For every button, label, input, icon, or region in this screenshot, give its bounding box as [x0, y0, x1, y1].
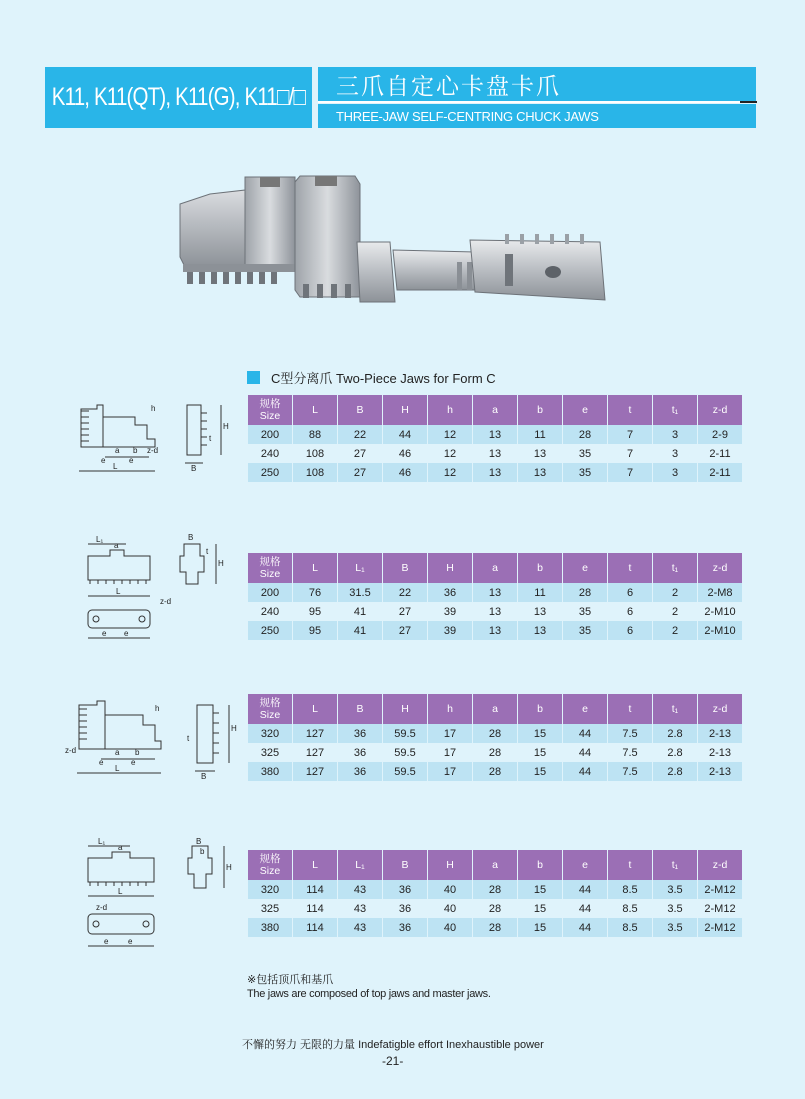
table-cell: 39: [428, 602, 472, 621]
table-cell: 13: [473, 602, 517, 621]
table-cell: 108: [293, 444, 337, 463]
table-row: [248, 762, 742, 781]
table-cell: 12: [428, 444, 472, 463]
dim-t-1: t: [209, 434, 212, 443]
drawing-jaw-2: [80, 532, 240, 647]
table-cell: 11: [518, 583, 562, 602]
col-header: z-d: [698, 694, 742, 724]
dim-zd-3: z-d: [65, 746, 77, 755]
dim-b-4: b: [200, 847, 205, 856]
table-cell: 6: [608, 602, 652, 621]
table-cell: 2-9: [698, 425, 742, 444]
table-cell: 28: [563, 583, 607, 602]
table-cell: 31.5: [338, 583, 382, 602]
col-header: a: [473, 694, 517, 724]
col-header: L₁: [338, 850, 382, 880]
dim-B-4: B: [196, 838, 202, 846]
table-cell: 2-M10: [698, 602, 742, 621]
dim-t-3: t: [187, 734, 190, 743]
cell-size: 325: [248, 899, 292, 918]
table-cell: 43: [338, 918, 382, 937]
col-header: H: [428, 850, 472, 880]
dim-H-4: H: [226, 863, 232, 872]
table-cell: 7.5: [608, 743, 652, 762]
table-cell: 7: [608, 444, 652, 463]
dim-H-3: H: [231, 724, 237, 733]
drawing-jaw-4: [82, 838, 242, 953]
header-divider: [318, 101, 756, 103]
col-header: B: [383, 553, 427, 583]
table-cell: 44: [563, 724, 607, 743]
table-cell: 44: [563, 762, 607, 781]
table-cell: 7.5: [608, 724, 652, 743]
dim-a-2: a: [114, 541, 119, 550]
col-header: b: [518, 395, 562, 425]
dim-t-2: t: [206, 547, 209, 556]
table-cell: 22: [338, 425, 382, 444]
col-header: t: [608, 395, 652, 425]
table-cell: 27: [383, 602, 427, 621]
cell-size: 200: [248, 583, 292, 602]
table-cell: 95: [293, 621, 337, 640]
cell-size: 250: [248, 621, 292, 640]
col-header: B: [338, 395, 382, 425]
table-cell: 17: [428, 724, 472, 743]
table-cell: 36: [338, 762, 382, 781]
title-en: THREE-JAW SELF-CENTRING CHUCK JAWS: [318, 104, 756, 128]
table-cell: 2-M10: [698, 621, 742, 640]
table-cell: 27: [338, 463, 382, 482]
col-header: e: [563, 694, 607, 724]
dim-L-2: L: [116, 587, 121, 596]
table-cell: 35: [563, 602, 607, 621]
table-cell: 35: [563, 621, 607, 640]
table-cell: 2.8: [653, 724, 697, 743]
col-header: t₁: [653, 395, 697, 425]
cell-size: 380: [248, 762, 292, 781]
table-cell: 43: [338, 880, 382, 899]
table-cell: 44: [383, 425, 427, 444]
table-cell: 28: [473, 880, 517, 899]
dim-h-3: h: [155, 704, 160, 713]
col-header: t₁: [653, 694, 697, 724]
table-cell: 12: [428, 463, 472, 482]
table-cell: 7: [608, 425, 652, 444]
table-row: [248, 724, 742, 743]
col-size: 规格 Size: [248, 694, 292, 724]
table-cell: 28: [473, 743, 517, 762]
table-cell: 28: [473, 724, 517, 743]
col-header: B: [383, 850, 427, 880]
dim-zd-4: z-d: [96, 903, 108, 912]
table-row: [248, 602, 742, 621]
table-cell: 108: [293, 463, 337, 482]
table-cell: 127: [293, 724, 337, 743]
dim-b-1: b: [133, 446, 138, 455]
drawing-jaw-3: [65, 697, 240, 782]
table-cell: 8.5: [608, 880, 652, 899]
col-header: H: [383, 694, 427, 724]
col-header: z-d: [698, 850, 742, 880]
title-cn: 三爪自定心卡盘卡爪: [318, 67, 756, 101]
table-cell: 114: [293, 918, 337, 937]
table-cell: 2-M8: [698, 583, 742, 602]
header-divider-tick: [740, 101, 757, 103]
table-cell: 95: [293, 602, 337, 621]
table-cell: 3: [653, 463, 697, 482]
section-title: [247, 368, 496, 387]
table-cell: 13: [518, 621, 562, 640]
dim-b-3: b: [135, 748, 140, 757]
dim-L-4: L: [118, 887, 123, 896]
dim-e-3b: e: [131, 758, 136, 767]
cell-size: 240: [248, 444, 292, 463]
table-cell: 2-13: [698, 724, 742, 743]
dim-e-1a: e: [101, 456, 106, 465]
table-cell: 46: [383, 463, 427, 482]
table-cell: 44: [563, 743, 607, 762]
col-header: e: [563, 553, 607, 583]
table-cell: 15: [518, 918, 562, 937]
footer-slogan: 不懈的努力 无限的力量 Indefatigble effort Inexhaustible power: [242, 1039, 544, 1051]
col-size: 规格 Size: [248, 553, 292, 583]
table-cell: 2: [653, 621, 697, 640]
table-cell: 13: [473, 583, 517, 602]
col-header: b: [518, 694, 562, 724]
table-cell: 2: [653, 602, 697, 621]
col-header: b: [518, 553, 562, 583]
col-header: a: [473, 850, 517, 880]
dim-zd-1: z-d: [147, 446, 159, 455]
note-cn: ※包括顶爪和基爪: [247, 974, 334, 986]
table-cell: 40: [428, 899, 472, 918]
drawing-jaw-1: [75, 399, 233, 479]
col-header: L: [293, 850, 337, 880]
table-row: [248, 899, 742, 918]
col-header: H: [383, 395, 427, 425]
dim-a-4: a: [118, 843, 123, 852]
table-cell: 2.8: [653, 743, 697, 762]
table-cell: 59.5: [383, 743, 427, 762]
col-header: h: [428, 694, 472, 724]
table-cell: 13: [473, 425, 517, 444]
table-cell: 35: [563, 444, 607, 463]
table-cell: 15: [518, 743, 562, 762]
table-cell: 2-M12: [698, 918, 742, 937]
dim-e-2b: e: [124, 629, 129, 638]
table-cell: 43: [338, 899, 382, 918]
col-header: h: [428, 395, 472, 425]
table-cell: 35: [563, 463, 607, 482]
dim-h-1: h: [151, 404, 156, 413]
cell-size: 320: [248, 724, 292, 743]
dim-e-4a: e: [104, 937, 109, 946]
table-row: [248, 880, 742, 899]
table-cell: 22: [383, 583, 427, 602]
dim-H-1: H: [223, 422, 229, 431]
table-cell: 36: [383, 918, 427, 937]
section-title-text: C型分离爪 Two-Piece Jaws for Form C: [271, 371, 496, 386]
col-header: L: [293, 553, 337, 583]
dim-a-1: a: [115, 446, 120, 455]
dim-e-1b: e: [129, 456, 134, 465]
table-cell: 7.5: [608, 762, 652, 781]
table-cell: 40: [428, 880, 472, 899]
table-cell: 88: [293, 425, 337, 444]
table-cell: 28: [473, 899, 517, 918]
table-cell: 36: [338, 724, 382, 743]
table-cell: 36: [338, 743, 382, 762]
table-cell: 2-11: [698, 444, 742, 463]
table-cell: 27: [383, 621, 427, 640]
table-cell: 7: [608, 463, 652, 482]
table-cell: 13: [518, 444, 562, 463]
table-row: [248, 425, 742, 444]
col-header: a: [473, 553, 517, 583]
cell-size: 200: [248, 425, 292, 444]
dim-B-2: B: [188, 533, 194, 542]
table-cell: 13: [518, 602, 562, 621]
table-cell: 15: [518, 724, 562, 743]
table-row: [248, 621, 742, 640]
cell-size: 380: [248, 918, 292, 937]
table-cell: 46: [383, 444, 427, 463]
table-row: [248, 743, 742, 762]
table-cell: 3.5: [653, 880, 697, 899]
col-header: t: [608, 850, 652, 880]
table-cell: 17: [428, 743, 472, 762]
col-header: e: [563, 395, 607, 425]
page-number: -21-: [382, 1054, 404, 1068]
spec-table-1: [247, 395, 743, 482]
spec-table-3: [247, 694, 743, 781]
table-cell: 2-M12: [698, 899, 742, 918]
cell-size: 240: [248, 602, 292, 621]
table-cell: 59.5: [383, 762, 427, 781]
table-cell: 6: [608, 583, 652, 602]
dim-L-3: L: [115, 764, 120, 773]
col-header: z-d: [698, 553, 742, 583]
table-cell: 2-11: [698, 463, 742, 482]
dim-B-1: B: [191, 464, 197, 473]
table-cell: 36: [383, 899, 427, 918]
col-header: L: [293, 694, 337, 724]
table-cell: 114: [293, 899, 337, 918]
table-cell: 13: [473, 463, 517, 482]
table-cell: 2-13: [698, 762, 742, 781]
col-header: t₁: [653, 850, 697, 880]
table-cell: 3.5: [653, 899, 697, 918]
table-cell: 12: [428, 425, 472, 444]
table-cell: 44: [563, 918, 607, 937]
col-header: a: [473, 395, 517, 425]
table-cell: 2-M12: [698, 880, 742, 899]
table-cell: 40: [428, 918, 472, 937]
table-cell: 8.5: [608, 899, 652, 918]
col-header: H: [428, 553, 472, 583]
product-photo: [175, 172, 610, 312]
table-cell: 2.8: [653, 762, 697, 781]
dim-B-3: B: [201, 772, 207, 781]
model-title: K11, K11(QT), K11(G), K11□/□: [45, 67, 312, 128]
table-cell: 11: [518, 425, 562, 444]
table-row: [248, 444, 742, 463]
table-cell: 6: [608, 621, 652, 640]
table-cell: 114: [293, 880, 337, 899]
col-header: L₁: [338, 553, 382, 583]
table-row: [248, 918, 742, 937]
col-header: e: [563, 850, 607, 880]
dim-L1-2: L₁: [96, 535, 104, 544]
table-row: [248, 583, 742, 602]
table-cell: 127: [293, 762, 337, 781]
table-cell: 15: [518, 880, 562, 899]
col-header: t: [608, 694, 652, 724]
table-cell: 36: [428, 583, 472, 602]
table-cell: 13: [518, 463, 562, 482]
spec-table-4: [247, 850, 743, 937]
col-size: 规格 Size: [248, 395, 292, 425]
table-cell: 41: [338, 602, 382, 621]
table-cell: 3: [653, 425, 697, 444]
col-size: 规格 Size: [248, 850, 292, 880]
col-header: z-d: [698, 395, 742, 425]
dim-H-2: H: [218, 559, 224, 568]
table-cell: 127: [293, 743, 337, 762]
dim-zd-2: z-d: [160, 597, 172, 606]
table-cell: 2: [653, 583, 697, 602]
dim-L-1: L: [113, 462, 118, 471]
dim-a-3: a: [115, 748, 120, 757]
note-en: The jaws are composed of top jaws and master jaws.: [247, 988, 491, 1000]
table-cell: 3.5: [653, 918, 697, 937]
table-cell: 27: [338, 444, 382, 463]
cell-size: 325: [248, 743, 292, 762]
table-cell: 44: [563, 880, 607, 899]
col-header: L: [293, 395, 337, 425]
spec-table-2: [247, 553, 743, 640]
table-cell: 2-13: [698, 743, 742, 762]
table-cell: 3: [653, 444, 697, 463]
table-cell: 36: [383, 880, 427, 899]
table-cell: 28: [473, 918, 517, 937]
table-cell: 41: [338, 621, 382, 640]
table-cell: 28: [473, 762, 517, 781]
section-marker: [247, 371, 260, 384]
dim-e-3a: e: [99, 758, 104, 767]
table-cell: 59.5: [383, 724, 427, 743]
cell-size: 250: [248, 463, 292, 482]
table-cell: 8.5: [608, 918, 652, 937]
table-cell: 15: [518, 762, 562, 781]
table-cell: 13: [473, 621, 517, 640]
table-cell: 15: [518, 899, 562, 918]
table-cell: 44: [563, 899, 607, 918]
cell-size: 320: [248, 880, 292, 899]
col-header: t: [608, 553, 652, 583]
table-cell: 17: [428, 762, 472, 781]
table-row: [248, 463, 742, 482]
dim-e-4b: e: [128, 937, 133, 946]
dim-e-2a: e: [102, 629, 107, 638]
dim-L1-4: L₁: [98, 838, 106, 846]
col-header: t₁: [653, 553, 697, 583]
table-cell: 39: [428, 621, 472, 640]
table-cell: 28: [563, 425, 607, 444]
table-cell: 76: [293, 583, 337, 602]
table-cell: 13: [473, 444, 517, 463]
col-header: B: [338, 694, 382, 724]
col-header: b: [518, 850, 562, 880]
